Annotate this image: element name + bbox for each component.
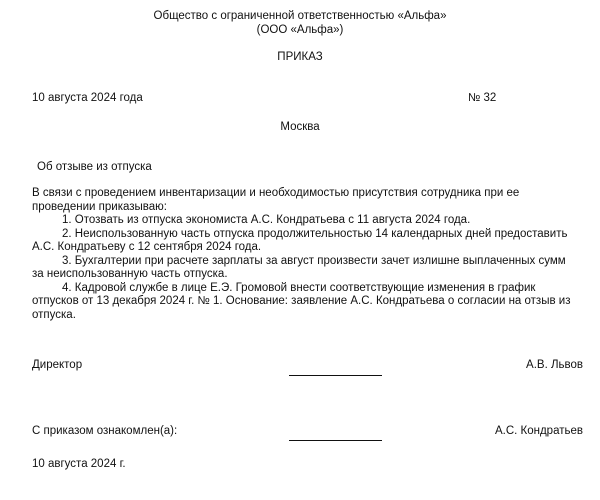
signatory-name: А.В. Львов — [526, 359, 583, 371]
org-short-name: (ООО «Альфа») — [256, 24, 344, 36]
employee-signature-line — [289, 440, 382, 441]
acknowledgement-name: А.С. Кондратьев — [494, 425, 583, 437]
order-item-4: 4. Кадровой службе в лице Е.Э. Громовой внести соответствующие изменения в график отпусков от 13 декабря 2024 г. № 1. Основание: заявление А.С. Кондратьева о согласии на отзыв из отпуска. — [32, 281, 571, 321]
order-item-2: 2. Неиспользованную часть отпуска продолжительностью 14 календарных дней предоставить А.С. Кондратьеву с 12 сентября 2024 года. — [32, 227, 568, 253]
document-title: ПРИКАЗ — [277, 51, 323, 63]
order-date: 10 августа 2024 года — [32, 92, 143, 104]
order-intro: В связи с проведением инвентаризации и необходимостью присутствия сотрудника при ее проведении приказываю: — [32, 187, 520, 213]
order-item-1: 1. Отозвать из отпуска экономиста А.С. Кондратьева с 11 августа 2024 года. — [62, 214, 471, 226]
order-item-3: 3. Бухгалтерии при расчете зарплаты за август произвести зачет излишне выплаченных сумм за неиспользованную часть отпуска. — [32, 254, 566, 280]
org-full-name: Общество с ограниченной ответственностью «Альфа» — [153, 10, 447, 22]
order-number: № 32 — [468, 92, 497, 104]
city: Москва — [280, 121, 320, 133]
order-subject: Об отзыве из отпуска — [37, 161, 152, 173]
order-body — [32, 187, 572, 322]
acknowledgement-date: 10 августа 2024 г. — [32, 458, 126, 470]
signatory-role: Директор — [32, 359, 83, 371]
acknowledgement-label: С приказом ознакомлен(а): — [32, 425, 178, 437]
director-signature-line — [289, 375, 382, 376]
